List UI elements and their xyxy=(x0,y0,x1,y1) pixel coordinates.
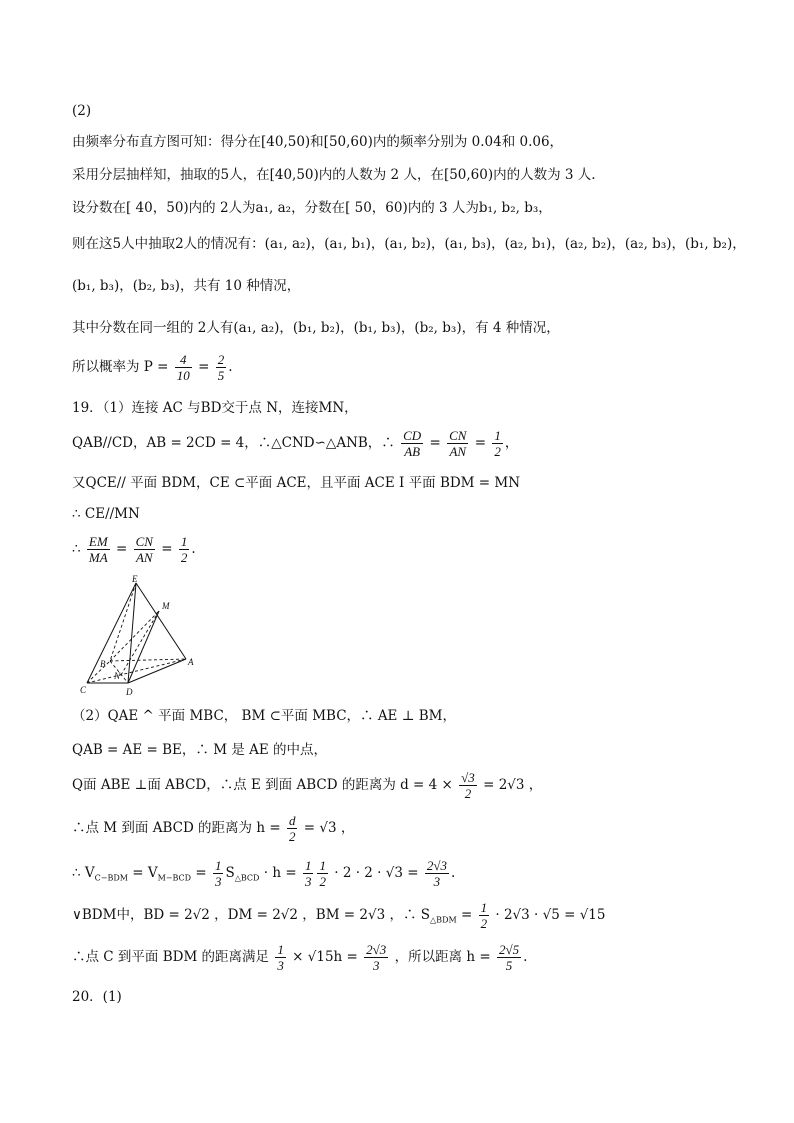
fraction xyxy=(492,428,503,459)
text: S xyxy=(225,865,235,881)
final-distance-line xyxy=(72,942,527,973)
vertex-label-E: E xyxy=(132,575,138,584)
part2-label: (2) xyxy=(72,103,92,119)
fraction xyxy=(179,534,190,565)
pyramid-figure xyxy=(74,575,204,697)
edge-CB xyxy=(87,661,110,683)
text: . xyxy=(523,949,528,965)
text-line: 采用分层抽样知，抽取的5人，在[40,50)内的人数为 2 人，在[50,60)内的人数为 3 人. xyxy=(72,167,596,183)
text-line: (b₁, b₃)，(b₂, b₃)，共有 10 种情况， xyxy=(72,278,301,294)
text: ∴点 C 到平面 BDM 的距离满足 xyxy=(72,949,270,965)
denominator: AB xyxy=(404,444,421,459)
numerator: CD xyxy=(403,428,422,443)
area-line xyxy=(72,900,605,931)
distance-E-line xyxy=(72,770,542,801)
text: 所以概率为 P = xyxy=(72,359,169,375)
fraction xyxy=(459,770,477,801)
fraction xyxy=(425,858,449,889)
similar-triangles-line xyxy=(72,428,518,459)
text: = √3 ， xyxy=(303,820,355,836)
denominator: 2 xyxy=(288,829,296,844)
denominator: 3 xyxy=(304,874,312,889)
text: ∴ xyxy=(72,541,81,557)
vertex-label-B: B xyxy=(100,659,106,669)
text: = V xyxy=(127,865,158,881)
distance-M-line xyxy=(72,813,354,844)
denominator: AN xyxy=(135,550,153,565)
numerator: 2 xyxy=(217,352,225,367)
subscript: △BDM xyxy=(430,915,457,925)
denominator: 2 xyxy=(480,916,488,931)
numerator: d xyxy=(288,813,296,828)
numerator: EM xyxy=(88,534,108,549)
fraction xyxy=(287,813,298,844)
fraction xyxy=(479,900,490,931)
vertex-label-C: C xyxy=(80,685,87,695)
edge-MN xyxy=(121,611,159,675)
text-line: 又QCE// 平面 BDM，CE ⊂平面 ACE，且平面 ACE I 平面 BDM = MN xyxy=(72,475,521,491)
text-line: 由频率分布直方图可知：得分在[40,50)和[50,60)内的频率分别为 0.04和 0.06， xyxy=(72,134,564,150)
text-line: （2）QAE ^ 平面 MBC， BM ⊂平面 MBC，∴ AE ⊥ BM， xyxy=(72,708,456,724)
fraction xyxy=(134,534,155,565)
fraction xyxy=(401,428,423,459)
probability-line xyxy=(72,352,232,383)
vertex-label-D: D xyxy=(126,687,133,697)
text: · h = xyxy=(263,865,297,881)
question-20-label: 20．(1) xyxy=(72,989,122,1005)
text: . xyxy=(450,865,456,881)
numerator: 1 xyxy=(494,428,501,443)
numerator: 2√3 xyxy=(426,858,447,873)
text: . xyxy=(191,541,196,557)
numerator: 1 xyxy=(304,858,312,873)
subscript: C−BDM xyxy=(94,873,128,883)
text: = xyxy=(198,359,210,375)
fraction xyxy=(447,428,468,459)
fraction xyxy=(216,352,227,383)
text: ∨BDM中，BD = 2√2 ，DM = 2√2 ，BM = 2√3 ，∴ S xyxy=(72,907,431,923)
subscript: M−BCD xyxy=(157,873,192,883)
denominator: 2 xyxy=(180,550,188,565)
numerator: 1 xyxy=(214,858,222,873)
text-line: 其中分数在同一组的 2人有(a₁, a₂)，(b₁, b₂)，(b₁, b₃)，(b₂, b₃)，有 4 种情况， xyxy=(72,320,560,336)
text: = xyxy=(115,541,128,557)
numerator: 1 xyxy=(480,900,488,915)
ratio-line xyxy=(72,534,196,565)
denominator: 10 xyxy=(176,368,190,383)
text: = xyxy=(456,907,473,923)
text: = 2√3 ， xyxy=(483,777,543,793)
numerator: 1 xyxy=(180,534,188,549)
numerator: √3 xyxy=(461,770,475,785)
vertex-label-N: N xyxy=(114,671,121,681)
denominator: 3 xyxy=(277,958,284,973)
text: ∴点 M 到面 ABCD 的距离为 h = xyxy=(72,820,281,836)
numerator: 1 xyxy=(319,858,326,873)
numerator: 2√5 xyxy=(498,942,520,957)
edge-BA xyxy=(110,659,186,661)
text-line: 设分数在[ 40，50)内的 2人为a₁, a₂，分数在[ 50，60)内的 3 人为b₁, b₂, b₃， xyxy=(72,200,552,216)
text: × √15h = xyxy=(292,949,358,965)
denominator: 3 xyxy=(214,874,222,889)
edge-EC xyxy=(87,583,136,683)
text: Q面 ABE ⊥面 ABCD，∴点 E 到面 ABCD 的距离为 d = 4 × xyxy=(72,777,453,793)
text: ∴ V xyxy=(72,865,95,881)
fraction xyxy=(364,942,388,973)
vertex-label-A: A xyxy=(188,657,194,667)
numerator: 2√3 xyxy=(366,942,387,957)
denominator: MA xyxy=(88,550,108,565)
denominator: AN xyxy=(449,444,467,459)
denominator: 2 xyxy=(494,444,501,459)
fraction xyxy=(213,858,224,889)
denominator: 2 xyxy=(319,874,326,889)
denominator: 5 xyxy=(217,368,225,383)
text: = xyxy=(191,865,207,881)
fraction xyxy=(317,858,328,889)
text: · 2 · 2 · √3 = xyxy=(334,865,419,881)
fraction xyxy=(497,942,521,973)
text: = xyxy=(161,541,173,557)
denominator: 3 xyxy=(372,958,380,973)
vertex-label-M: M xyxy=(162,601,170,611)
text-line: 19．（1）连接 AC 与BD交于点 N，连接MN， xyxy=(72,400,358,416)
text: QAB//CD，AB = 2CD = 4，∴△CND∽△ANB，∴ xyxy=(72,435,395,451)
text-line: ∴ CE//MN xyxy=(72,506,140,522)
numerator: 4 xyxy=(175,352,192,368)
edge-EB xyxy=(110,583,136,661)
denominator: 3 xyxy=(433,874,441,889)
text: = xyxy=(429,435,441,451)
text: ， xyxy=(504,435,519,451)
fraction xyxy=(87,534,110,565)
numerator: CN xyxy=(449,428,467,443)
numerator: 1 xyxy=(277,942,284,957)
text: = xyxy=(474,435,487,451)
text: . xyxy=(228,359,233,375)
text-line: 则在这5人中抽取2人的情况有：(a₁, a₂)，(a₁, b₁)，(a₁, b₂)，(a₁, b₃)，(a₂, b₁)，(a₂, b₂)，(a₂, b₃)，(b₁, b₂)， xyxy=(72,236,746,252)
volume-line xyxy=(72,858,455,889)
denominator: 5 xyxy=(505,958,513,973)
text: · 2√3 · √5 = √15 xyxy=(495,907,606,923)
text-line: QAB = AE = BE，∴ M 是 AE 的中点， xyxy=(72,742,327,758)
edge-BM xyxy=(110,611,159,661)
numerator: CN xyxy=(135,534,153,549)
subscript: △BCD xyxy=(234,873,260,883)
fraction xyxy=(275,942,286,973)
fraction xyxy=(175,352,192,383)
text: ，所以距离 h = xyxy=(394,949,491,965)
fraction xyxy=(303,858,314,889)
denominator: 2 xyxy=(464,786,472,801)
